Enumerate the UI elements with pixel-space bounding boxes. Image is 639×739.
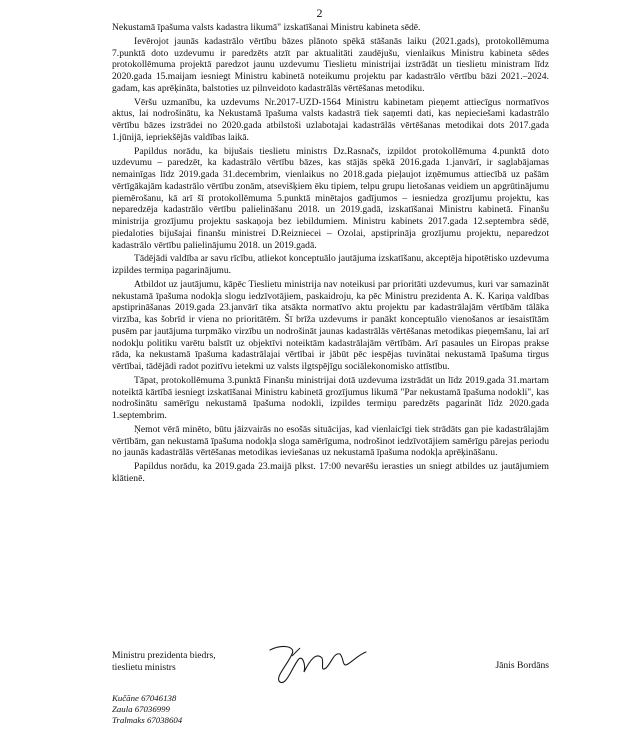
signature-block	[112, 650, 549, 690]
paragraph-2: Ievērojot jaunās kadastrālo vērtību bāzes plānoto spēkā stāšanās laiku (2021.gads), protokollēmuma 7.punktā doto uzdevumu ir paredzēts atzīt par aktualitāti zaudējušu, vienlaikus Ministru kabineta sēdes protokollēmuma projektā paredzot jaunu uzdevumu Tieslietu ministrijai izstrādāt un tieslietu ministram līdz 2020.gada 15.maijam iesniegt Ministru kabinetā noteikumu projektu par kadastrālo vērtību bāzi 2021.–2024. gadam, kas aprēķināta, balstoties uz pilnveidoto kadastrālās vērtēšanas metodiku.	[112, 35, 549, 94]
page-number: 2	[316, 6, 323, 20]
paragraph-5: Tādējādi valdība ar savu rīcību, atliekot konceptuālo jautājuma izskatīšanu, akceptēja hipotētisko uzdevuma izpildes termiņa pagarinājumu.	[112, 253, 549, 276]
contacts-block	[112, 693, 182, 726]
paragraph-9: Papildus norādu, ka 2019.gada 23.maijā plkst. 17:00 nevarēšu ierasties un sniegt atbildes uz jautājumiem klātienē.	[112, 461, 549, 484]
paragraph-7: Tāpat, protokollēmuma 3.punktā Finanšu ministrijai dotā uzdevuma izstrādāt un līdz 2019.gada 31.martam noteiktā kārtībā iesniegt izskatīšanai Ministru kabinetā grozījumus likumā "Par nekustamā īpašuma nodokli", kas nodrošinātu samērīgu nekustamā īpašuma nodokli, izpildes termiņu paredzēts pagarināt līdz 2020.gada 1.septembrim.	[112, 374, 549, 421]
paragraph-1: Nekustamā īpašuma valsts kadastra likumā" izskatīšanai Ministru kabineta sēdē.	[112, 22, 421, 33]
paragraph-6: Atbildot uz jautājumu, kāpēc Tieslietu ministrija nav noteikusi par prioritāti uzdevumus, kuri var samazināt nekustamā īpašuma nodokļa slogu iedzīvotājiem, paskaidroju, ka pēc Ministru prezidenta A. K. Kariņa valdības apstiprināšanas 2019.gada 23.janvārī tika atsākta normatīvo aktu projektu par kadastrālajām vērtībām tālāka virzība, kas šobrīd ir viena no prioritātēm. Šī brīža uzdevums ir panākt konceptuālo vienošanos ar iesaistītām pusēm par jautājuma turpmāko virzību un nodrošināt jaunas kadastrālās vērtēšanas metodikas pieņemšanu, lai arī nodokļu politiku varētu balstīt uz objektīvi noteiktām kadastrālajām vērtībām. Arī pasaules un Eiropas prakse rāda, ka nekustamā īpašuma kadastrālajai vērtībai ir jābūt pēc iespējas tuvinātai nekustamā īpašuma tirgus vērtībai, tādējādi radot pozitīvu ietekmi uz valsts ilgtspējīgu sociālekonomisko attīstību.	[112, 278, 549, 372]
contact-line: Zaula 67036999	[112, 704, 170, 714]
paragraph-3: Vēršu uzmanību, ka uzdevums Nr.2017-UZD-1564 Ministru kabinetam pieņemt attiecīgus normatīvos aktus, lai nodrošinātu, ka Nekustamā īpašuma valsts kadastrā tiek saņemti dati, kas nepieciešami kadastrālo vērtību bāzes izstrādei no 2020.gada atbilstoši uzlabotajai kadastrālās vērtēšanas metodikai dots 2017.gada 1.jūnijā, iepriekšējās valdības laikā.	[112, 96, 549, 143]
paragraph-8: Ņemot vērā minēto, būtu jāizvairās no esošās situācijas, kad vienlaicīgi tiek strādāts gan pie kadastrālajām vērtībām, gan nekustamā īpašuma nodokļa sloga samērīguma, nodrošinot iedzīvotājiem samērīgu pārejas periodu no jaunās kadastrālās vērtēšanas metodikas ieviešanas uz nekustamā īpašuma nodokļa aprēķināšanu.	[112, 423, 549, 459]
position-line-1: Ministru prezidenta biedrs,	[112, 650, 216, 661]
paragraph-4: Papildus norādu, ka bijušais tieslietu ministrs Dz.Rasnačs, izpildot protokollēmuma 4.punktā doto uzdevumu – paredzēt, ka kadastrālo vērtību bāzes, kas stājās spēkā 2016.gada 1.janvārī, ir saglabājamas nemainīgas līdz 2019.gada 31.decembrim, vienlaikus no 2018.gada pieļaujot izņēmumus attiecībā uz pašām vērtīgākajām kadastrālo vērtību zonām, atsevišķiem ēku tipiem, telpu grupu lietošanas veidiem un apgrūtinājumu piemērošanu, kā arī šī protokollēmuma 5.punktā minētajos gadījumos – iesniedza grozījumu projektu, kas neparedzēja kadastrālo vērtību palielināšanu 2018. un 2019.gadā, izskatīšanai Ministru kabinetā. Finanšu ministrija grozījumu projektu saskaņoja bez iebildumiem. Ministru kabinets 2017.gada 12.septembra sēdē, piedaloties bijušajai finanšu ministrei D.Reizniecei – Ozolai, apstiprināja grozījumu projektu, neparedzot kadastrālo vērtību palielinājumu 2018. un 2019.gadā.	[112, 145, 549, 251]
letter-body	[112, 22, 549, 487]
handwritten-signature	[262, 638, 372, 688]
contact-line: Tralmaks 67038604	[112, 715, 183, 725]
signatory-position	[112, 650, 216, 674]
contact-line: Kučāne 67046138	[112, 693, 177, 703]
signatory-name: Jānis Bordāns	[495, 660, 549, 671]
position-line-2: tieslietu ministrs	[112, 662, 176, 673]
